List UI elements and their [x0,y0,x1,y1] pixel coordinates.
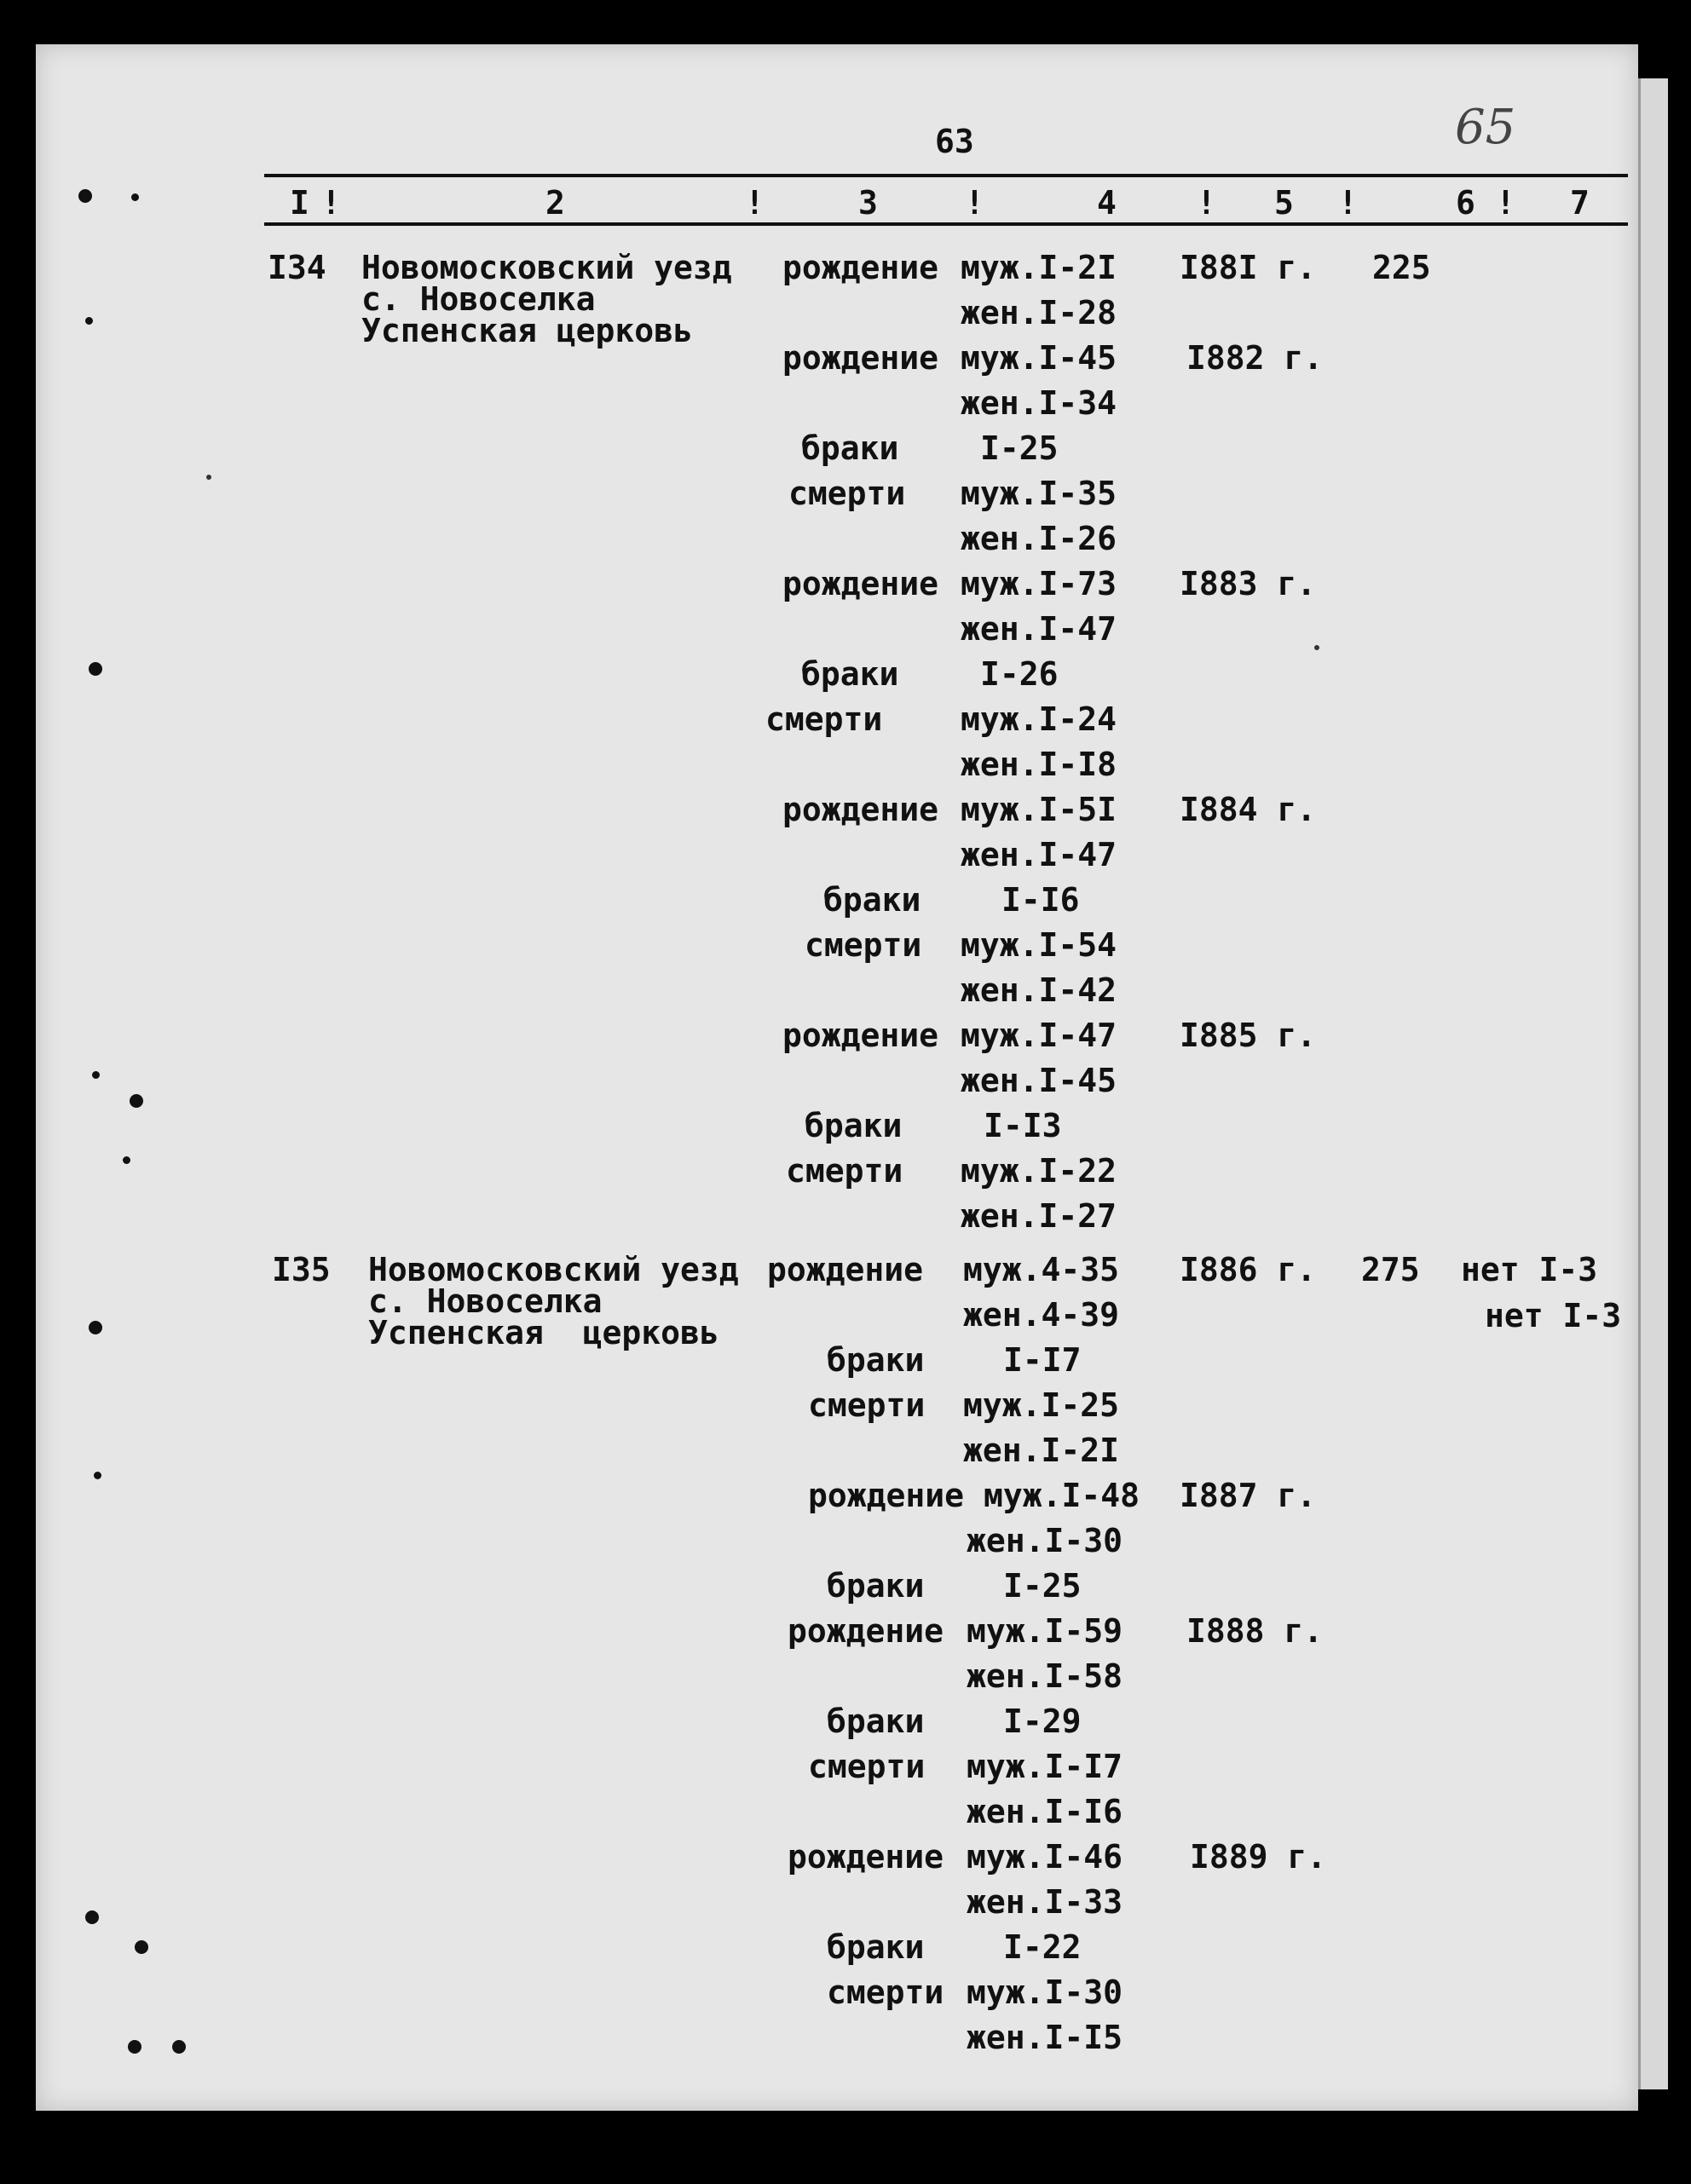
record-range: жен.I-2I [963,1432,1120,1469]
record-range: I-I7 [1003,1341,1082,1379]
binding-hole [135,1940,148,1954]
header-bottom-rule [264,222,1628,226]
entry-location-church: Успенская церковь [368,1314,719,1351]
record-year: I88I г. [1180,249,1317,286]
record-range: I-26 [980,655,1059,693]
record-type: рождение [767,1251,924,1288]
record-type: смерти [808,1748,926,1785]
record-type: браки [801,655,899,693]
column-separator: ! [321,184,341,222]
record-range: I-25 [1003,1567,1082,1605]
binding-hole [89,1321,102,1334]
binding-hole [172,2040,186,2054]
column-header-7: 7 [1570,184,1590,222]
binding-hole [89,662,102,676]
entry-location-district: Новомосковский уезд [361,249,732,286]
entry-note: нет I-3 [1461,1251,1598,1288]
record-range: муж.I-46 [967,1838,1123,1876]
binding-hole [131,193,139,201]
record-range: муж.I-35 [961,475,1117,512]
record-type: рождение [782,1017,939,1054]
column-header-6: 6 [1456,184,1475,222]
record-type: браки [827,1928,925,1966]
column-header-4: 4 [1097,184,1117,222]
archive-page-number: 65 [1455,100,1516,155]
binding-hole [128,2040,141,2054]
record-type: браки [805,1107,903,1144]
binding-hole [85,317,93,325]
column-separator: ! [965,184,984,222]
record-year: I884 г. [1180,791,1317,828]
record-range: жен.I-I8 [961,746,1117,783]
binding-hole [92,1071,100,1079]
record-range: муж.I-5I [961,791,1117,828]
header-top-rule [264,174,1628,177]
entry-number: I35 [272,1251,331,1288]
binding-hole [130,1094,143,1108]
column-header-3: 3 [858,184,878,222]
entry-total: 225 [1372,249,1431,286]
record-type: браки [823,881,921,919]
record-range: I-22 [1003,1928,1082,1966]
record-year: I886 г. [1180,1251,1317,1288]
record-type: рождение [782,791,939,828]
page-number: 63 [935,123,974,160]
record-year: I887 г. [1180,1477,1317,1514]
entry-location-district: Новомосковский уезд [368,1251,739,1288]
record-range: жен.I-45 [961,1062,1117,1099]
record-range: I-I6 [1001,881,1080,919]
record-type: смерти [808,1386,926,1424]
record-range: муж.I-73 [961,565,1117,602]
record-range: жен.I-30 [967,1522,1123,1559]
record-range: жен.I-33 [967,1883,1123,1921]
record-range: жен.I-34 [961,384,1117,422]
record-range: муж.I-22 [961,1152,1117,1190]
record-range: I-25 [980,429,1059,467]
sheet-edge [1638,78,1668,2089]
record-range: муж.I-2I [961,249,1117,286]
record-type: браки [827,1703,925,1740]
binding-hole [85,1910,99,1924]
record-type: браки [827,1341,925,1379]
record-year: I885 г. [1180,1017,1317,1054]
record-year: I888 г. [1186,1612,1324,1650]
record-type: смерти [827,1974,944,2011]
record-type: браки [801,429,899,467]
ink-dot [206,475,211,480]
entry-location-village: с. Новоселка [368,1282,603,1320]
record-range: жен.I-27 [961,1197,1117,1235]
record-range: жен.I-I6 [967,1793,1123,1830]
record-year: I883 г. [1180,565,1317,602]
record-range: муж.I-24 [961,700,1117,738]
record-range: жен.4-39 [963,1296,1120,1334]
entry-number: I34 [268,249,326,286]
record-type: смерти [786,1152,903,1190]
record-range: жен.I-I5 [967,2019,1123,2056]
record-range: муж.I-I7 [967,1748,1123,1785]
record-range: муж.4-35 [963,1251,1120,1288]
column-header-2: 2 [545,184,565,222]
entry-note: нет I-3 [1485,1297,1622,1334]
record-type: рождение [808,1477,965,1514]
binding-hole [94,1472,101,1479]
record-range: муж.I-48 [984,1477,1140,1514]
record-range: муж.I-45 [961,339,1117,377]
record-type: рождение [788,1838,944,1876]
entry-total: 275 [1361,1251,1420,1288]
record-range: жен.I-26 [961,520,1117,557]
record-range: жен.I-28 [961,294,1117,331]
record-range: муж.I-59 [967,1612,1123,1650]
record-year: I882 г. [1186,339,1324,377]
record-type: рождение [788,1612,944,1650]
record-type: браки [827,1567,925,1605]
record-range: жен.I-42 [961,971,1117,1009]
record-type: рождение [782,249,939,286]
record-range: I-29 [1003,1703,1082,1740]
column-separator: ! [1496,184,1515,222]
record-type: смерти [788,475,906,512]
record-range: муж.I-30 [967,1974,1123,2011]
record-type: смерти [805,926,922,964]
binding-hole [123,1156,130,1164]
record-range: жен.I-58 [967,1657,1123,1695]
ink-dot [1314,645,1319,650]
column-header-1: I [290,184,309,222]
record-range: I-I3 [984,1107,1062,1144]
document-sheet [36,44,1638,2111]
column-header-5: 5 [1274,184,1294,222]
record-type: рождение [782,565,939,602]
record-range: жен.I-47 [961,610,1117,648]
record-type: рождение [782,339,939,377]
record-range: жен.I-47 [961,836,1117,873]
binding-hole [78,189,92,203]
record-range: муж.I-25 [963,1386,1120,1424]
record-range: муж.I-54 [961,926,1117,964]
record-range: муж.I-47 [961,1017,1117,1054]
entry-location-church: Успенская церковь [361,312,693,349]
record-type: смерти [765,700,883,738]
column-separator: ! [1338,184,1358,222]
column-separator: ! [1197,184,1216,222]
entry-location-village: с. Новоселка [361,280,596,318]
column-separator: ! [745,184,765,222]
record-year: I889 г. [1190,1838,1327,1876]
